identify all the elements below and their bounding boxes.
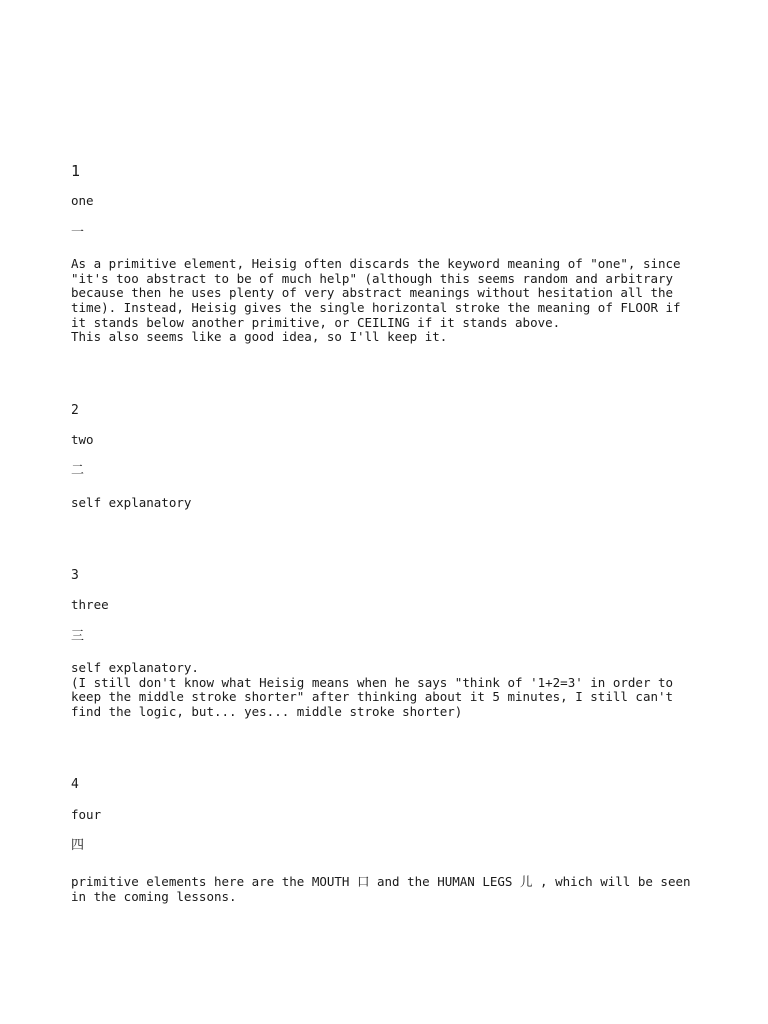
entry-note-line: time). Instead, Heisig gives the single horizontal stroke the meaning of FLOOR if: [71, 300, 681, 315]
entry-note-line: it stands below another primitive, or CEILING if it stands above.: [71, 315, 561, 330]
entry-keyword: three: [71, 597, 109, 612]
entry-note-line: keep the middle stroke shorter" after thinking about it 5 minutes, I still can't: [71, 689, 674, 704]
entry-note-line: "it's too abstract to be of much help" (although this seems random and arbitrary: [71, 271, 674, 286]
entry-keyword: one: [71, 193, 94, 208]
entry-number: 1: [71, 162, 81, 180]
entry-kanji: 三: [71, 629, 85, 644]
entry-number: 4: [71, 777, 79, 792]
entry-note-line: in the coming lessons.: [71, 889, 237, 904]
entry-note-line: self explanatory.: [71, 660, 199, 675]
entry-note-line: self explanatory: [71, 495, 192, 510]
entry-note-line: As a primitive element, Heisig often discards the keyword meaning of "one", since: [71, 256, 681, 271]
entry-kanji: 一: [71, 225, 85, 240]
entry-keyword: two: [71, 432, 94, 447]
entry-note-line: because then he uses plenty of very abstract meanings without hesitation all the: [71, 285, 674, 300]
entry-note-line: primitive elements here are the MOUTH 口 and the HUMAN LEGS 儿 , which will be seen: [71, 874, 691, 889]
entry-note-line: find the logic, but... yes... middle stroke shorter): [71, 704, 463, 719]
entry-kanji: 二: [71, 463, 85, 478]
entry-kanji: 四: [71, 838, 85, 853]
entry-number: 3: [71, 568, 79, 583]
entry-keyword: four: [71, 807, 102, 822]
entry-number: 2: [71, 403, 79, 418]
entry-note-line: (I still don't know what Heisig means when he says "think of '1+2=3' in order to: [71, 675, 674, 690]
entry-note-line: This also seems like a good idea, so I'll keep it.: [71, 329, 448, 344]
